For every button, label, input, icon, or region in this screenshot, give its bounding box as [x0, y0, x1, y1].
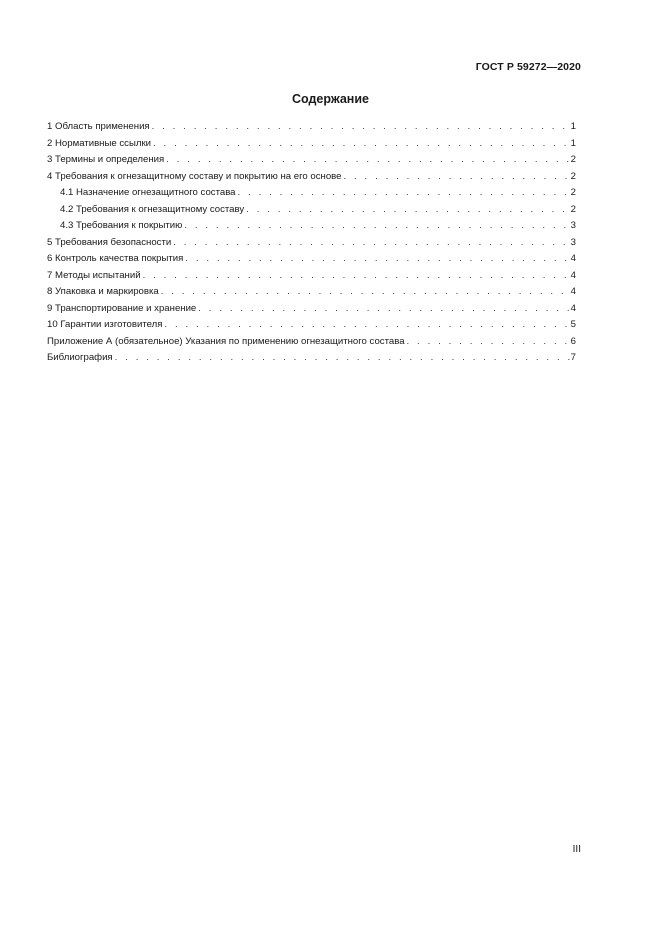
toc-entry-page: 3 [570, 236, 576, 248]
toc-leader-dots [143, 268, 570, 285]
toc-entry-text: 4 Требования к огнезащитному составу и покрытию на его основе [47, 170, 342, 182]
toc-leader-dots [166, 152, 569, 169]
toc-leader-dots [152, 119, 570, 136]
toc-leader-dots [161, 284, 570, 301]
toc-entry-text: 3 Термины и определения [47, 154, 165, 165]
toc-leader-dots [407, 334, 570, 351]
toc-leader-dots [246, 202, 569, 219]
toc-entry-text: 8 Упаковка и маркировка [47, 286, 159, 297]
toc-leader-dots [238, 185, 570, 202]
toc-leader-dots [153, 136, 570, 153]
toc-leader-dots [198, 301, 569, 318]
toc-entry-bibliography[interactable] [47, 350, 576, 367]
toc-entry-text: 6 Контроль качества покрытия [47, 253, 184, 264]
toc-entry-text: 4.3 Требования к покрытию [60, 220, 183, 231]
toc-entry-3-terms[interactable] [47, 152, 576, 169]
toc-entry-6-quality-control[interactable] [47, 251, 576, 268]
toc-entry-page: 5 [570, 319, 576, 330]
toc-entry-page: 1 [570, 121, 576, 132]
toc-entry-page: 2 [570, 170, 576, 182]
toc-title: Содержание [291, 92, 369, 106]
toc-entry-text: 10 Гарантии изготовителя [47, 319, 163, 330]
toc-entry-4-3-coating-requirements[interactable] [47, 218, 576, 235]
toc-entry-4-2-composition-requirements[interactable] [47, 202, 576, 219]
toc-entry-page: 4 [570, 286, 576, 297]
toc-entry-page: 1 [570, 137, 576, 149]
toc-entry-page: 4 [570, 302, 576, 314]
toc-entry-page: 6 [570, 335, 576, 347]
toc-entry-text: 9 Транспортирование и хранение [47, 302, 197, 314]
toc-entry-1-scope[interactable] [47, 119, 576, 136]
toc-entry-page: 7 [570, 352, 576, 363]
toc-entry-text: 4.1 Назначение огнезащитного состава [60, 187, 236, 198]
page-number: III [572, 844, 581, 855]
toc-entry-page: 2 [570, 187, 576, 198]
toc-entry-7-test-methods[interactable] [47, 268, 576, 285]
toc-entry-text: 7 Методы испытаний [47, 269, 141, 281]
toc-leader-dots [164, 317, 569, 334]
toc-entry-appendix-a[interactable] [47, 334, 576, 351]
toc-entry-text: Приложение А (обязательное) Указания по применению огнезащитного состава [47, 335, 405, 347]
toc-entry-text: 4.2 Требования к огнезащитному составу [60, 203, 245, 215]
toc-entry-5-safety[interactable] [47, 235, 576, 252]
toc-entry-page: 3 [570, 220, 576, 231]
toc-leader-dots [173, 235, 569, 252]
toc-entry-4-requirements[interactable] [47, 169, 576, 186]
toc-entry-10-warranty[interactable] [47, 317, 576, 334]
toc-entry-text: Библиография [47, 352, 113, 363]
toc-entry-text: 2 Нормативные ссылки [47, 137, 152, 149]
toc-entry-8-packaging[interactable] [47, 284, 576, 301]
toc-entry-2-normative-references[interactable] [47, 136, 576, 153]
toc-entry-page: 4 [570, 269, 576, 281]
toc-entry-page: 2 [570, 203, 576, 215]
toc-leader-dots [184, 218, 569, 235]
toc-entry-text: 1 Область применения [47, 121, 150, 132]
toc-entry-text: 5 Требования безопасности [47, 236, 172, 248]
table-of-contents [47, 119, 576, 367]
toc-leader-dots [185, 251, 569, 268]
toc-entry-page: 4 [570, 253, 576, 264]
toc-entry-page: 2 [570, 154, 576, 165]
toc-entry-9-transport-storage[interactable] [47, 301, 576, 318]
toc-leader-dots [343, 169, 569, 186]
document-code: ГОСТ Р 59272—2020 [475, 61, 581, 73]
toc-entry-4-1-purpose[interactable] [47, 185, 576, 202]
toc-leader-dots [115, 350, 570, 367]
